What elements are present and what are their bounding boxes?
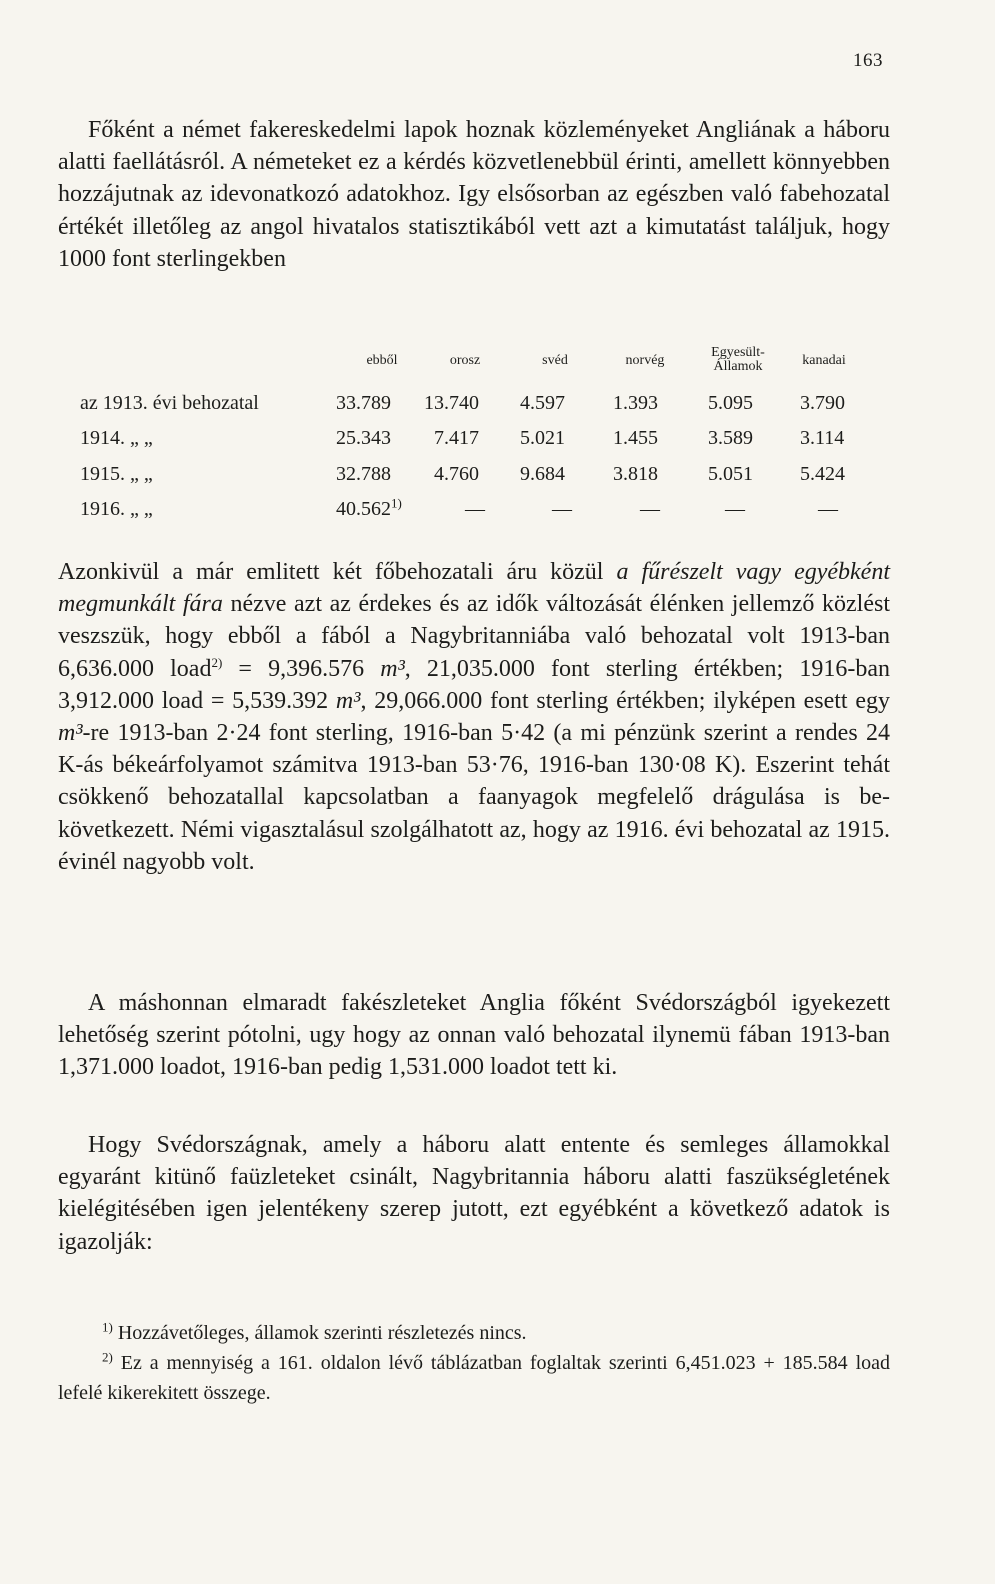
paragraph-sweden-role-text: Hogy Svédországnak, amely a háboru alatt entente és semleges államokkal egyaránt kitünő faüzleteket csinált, Nagybritannia háboru alatti faszükségletének kielégitésében igen jelentékeny szerep jutott, ezt egyébként a következő adatok is igazolják: xyxy=(58,1132,890,1255)
cell-1913-norveg: 1.393 xyxy=(613,392,658,414)
import-table xyxy=(80,334,880,534)
p2-text-f: -re 1913-ban 2·24 font sterling, 1916-ban 5·42 (a mi pénzünk szerint a rendes 24 K-ás békeárfolyamot számitva 1913-ban 53·76, 1916-ban 130·08 K). Eszerint tehát csökkenő behozatallal kapcsolatban a faanyagok megfelelő drágulása is bekövetkezett. Némi vigasztalásul szolgálhatott az, hogy az 1916. évi behozatal az 1915. évinél nagyobb volt. xyxy=(58,720,890,875)
p2-m3-b: m³ xyxy=(335,687,361,714)
cell-1916-norveg: — xyxy=(640,498,660,520)
row-label-1914: 1914. „ „ xyxy=(80,427,153,449)
cell-1914-kanadai: 3.114 xyxy=(800,427,845,449)
p2-m3-c: m³ xyxy=(58,720,83,747)
cell-1913-orosz: 13.740 xyxy=(424,392,479,414)
cell-1914-sved: 5.021 xyxy=(520,427,565,449)
cell-1913-sved: 4.597 xyxy=(520,392,565,414)
footnotes xyxy=(58,1318,890,1408)
col-header-kanadai: kanadai xyxy=(802,353,846,368)
cell-1913-egyesult: 5.095 xyxy=(708,392,753,414)
p2-italic: a fűrészelt vagy egyébként megmunkált fára xyxy=(58,559,890,618)
cell-1915-ebbol: 32.788 xyxy=(336,463,391,485)
footnote-2-text: Ez a mennyiség a 161. oldalon lévő táblázatban foglaltak szerinti 6,451.023 + 185.584 load lefelé kikerekitett összege. xyxy=(58,1352,890,1404)
col-header-egyesult-allamok xyxy=(698,346,778,374)
row-label-1915: 1915. „ „ xyxy=(80,463,153,485)
paragraph-intro-text: Főként a német fakereskedelmi lapok hoznak közleményeket Angliának a háboru alatti faellátásról. A németeket ez a kérdés közvetlenebbül érinti, amellett könnyebben hozzájutnak az idevonatkozó adatokhoz. Igy elsősorban az egészben való fabehozatal értékét illetőleg az angol hivatalos statisztikából vett azt a kimutatást találjuk, hogy 1000 font sterlingekben xyxy=(58,117,890,272)
col-header-orosz: orosz xyxy=(449,353,481,368)
cell-1916-sved: — xyxy=(552,498,572,520)
cell-1913-ebbol: 33.789 xyxy=(336,392,391,414)
footnote-1 xyxy=(58,1318,890,1348)
cell-1916-egyesult: — xyxy=(725,498,745,520)
row-label-1916: 1916. „ „ xyxy=(80,498,153,520)
page-number: 163 xyxy=(853,50,883,71)
p2-text-c: = 9,396.576 xyxy=(222,655,381,682)
p2-text-a: Azonkivül a már emlitett két főbehozatali áru közül xyxy=(58,559,617,585)
cell-1914-orosz: 7.417 xyxy=(434,427,479,449)
footnote-ref-1: 1) xyxy=(391,495,402,511)
col-header-sved: svéd xyxy=(542,353,568,368)
cell-1915-egyesult: 5.051 xyxy=(708,463,753,485)
cell-1916-ebbol xyxy=(336,495,402,520)
cell-1915-kanadai: 5.424 xyxy=(800,463,845,485)
cell-1915-sved: 9.684 xyxy=(520,463,565,485)
paragraph-sweden-role xyxy=(58,1129,890,1258)
p2-m3-a: m³ xyxy=(380,655,405,682)
cell-1916-ebbol-value: 40.562 xyxy=(336,498,391,520)
p2-text-d: , 21,035.000 font sterling értékben; 1916-ban 3,912.000 load = 5,539.392 xyxy=(58,655,890,714)
cell-1915-orosz: 4.760 xyxy=(434,463,479,485)
cell-1914-norveg: 1.455 xyxy=(613,427,658,449)
paragraph-intro xyxy=(58,114,890,275)
col-header-ebbol: ebből xyxy=(366,353,398,368)
footnote-1-text: Hozzávetőleges, államok szerinti részletezés nincs. xyxy=(112,1322,527,1344)
cell-1915-norveg: 3.818 xyxy=(613,463,658,485)
cell-1914-ebbol: 25.343 xyxy=(336,427,391,449)
cell-1914-egyesult: 3.589 xyxy=(708,427,753,449)
col-header-egyesult-line1: Egyesült- xyxy=(711,345,765,360)
footnote-ref-2: 2) xyxy=(211,654,223,670)
col-header-egyesult-line2: Államok xyxy=(713,359,763,374)
col-header-norveg: norvég xyxy=(625,353,665,368)
row-label-1913: az 1913. évi behozatal xyxy=(80,392,259,414)
cell-1916-orosz: — xyxy=(465,498,485,520)
footnote-2 xyxy=(58,1348,890,1408)
cell-1916-kanadai: — xyxy=(818,498,838,520)
footnote-2-mark: 2) xyxy=(102,1349,113,1365)
paragraph-sawn-timber xyxy=(58,556,890,878)
p2-text-e: , 29,066.000 font sterling értékben; ilyképen esett egy xyxy=(360,687,890,714)
cell-1913-kanadai: 3.790 xyxy=(800,392,845,414)
paragraph-sweden-imports xyxy=(58,987,890,1084)
p2-text-b: nézve azt az érdekes és az idők változását élénken jellemző közlést veszszük, hogy ebből a fából a Nagybritanniába való behozatal volt 1913-ban 6,636.000 load xyxy=(58,591,890,682)
paragraph-sweden-text: A máshonnan elmaradt fakészleteket Anglia főként Svédországból igyekezett lehetőség szerint pótolni, ugy hogy az onnan való behozatal ilynemü fában 1913-ban 1,371.000 loadot, 1916-ban pedig 1,531.000 loadot tett ki. xyxy=(58,990,890,1081)
footnote-1-mark: 1) xyxy=(102,1319,113,1335)
